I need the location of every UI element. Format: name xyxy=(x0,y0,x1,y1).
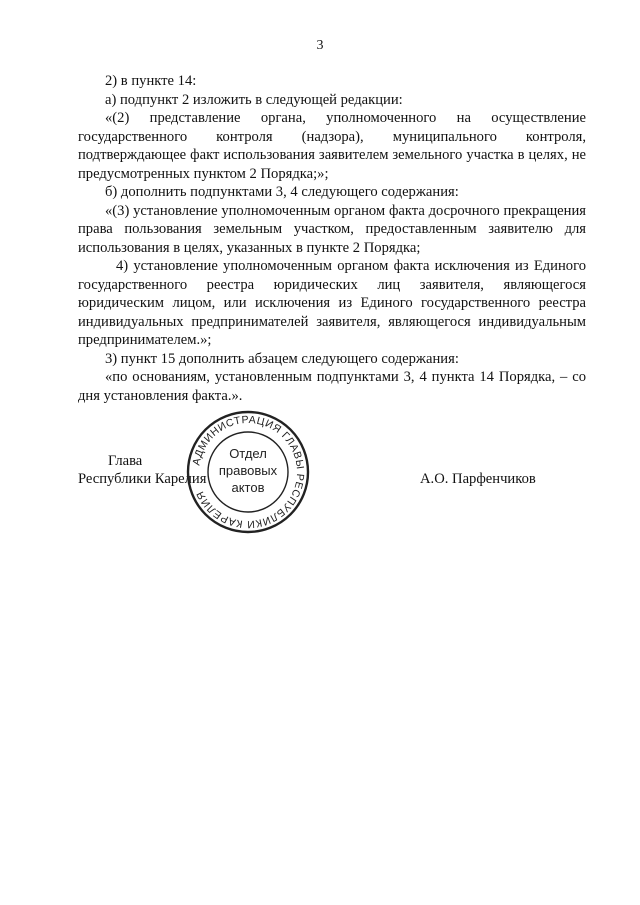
stamp-text-line2: правовых xyxy=(218,463,278,478)
signature-name: А.О. Парфенчиков xyxy=(420,471,536,487)
stamp-text-line3: актов xyxy=(231,480,265,495)
paragraph-3: «(2) представление органа, уполномоченного на осуществление государственного контроля (надзора), муниципального контроля, подтверждающее факт использования заявителем земельного участка в целях, не предусмотренных пунктом 2 Порядка;»; xyxy=(78,110,586,182)
paragraph-4: б) дополнить подпунктами 3, 4 следующего содержания: xyxy=(105,184,459,200)
official-stamp xyxy=(186,410,310,534)
signature-title-line1: Глава xyxy=(108,453,143,469)
paragraph-2: а) подпункт 2 изложить в следующей редакции: xyxy=(105,91,403,108)
stamp-ring-text: АДМИНИСТРАЦИЯ ГЛАВЫ РЕСПУБЛИКИ КАРЕЛИЯ xyxy=(190,413,307,531)
paragraph-6: 4) установление уполномоченным органом факта исключения из Единого государственного реестра юридических лиц заявителя, являющегося юридическим лицом, или исключения из Единого государственного реестра индивидуальных предпринимателей заявителя, являющегося индивидуальным предпринимателем.»; xyxy=(78,258,586,348)
paragraph-1: 2) в пункте 14: xyxy=(105,73,197,89)
stamp-text-line1: Отдел xyxy=(229,446,267,461)
signature-title-line2: Республики Карелия xyxy=(78,471,207,487)
document-body xyxy=(78,72,586,405)
paragraph-8: «по основаниям, установленным подпунктами 3, 4 пункта 14 Порядка, – со дня установления факта.». xyxy=(78,369,586,404)
paragraph-5: «(3) установление уполномоченным органом факта досрочного прекращения права пользования земельным участком, предоставленным заявителю для использования в целях, указанных в пункте 2 Порядка; xyxy=(78,202,586,256)
paragraph-7: 3) пункт 15 дополнить абзацем следующего содержания: xyxy=(105,350,459,367)
page-number: 3 xyxy=(316,38,324,53)
